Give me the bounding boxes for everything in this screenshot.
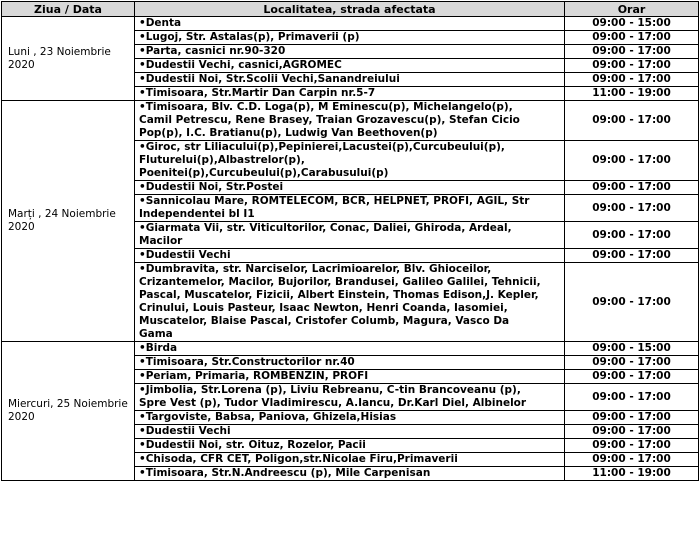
time-cell: 09:00 - 17:00: [565, 45, 699, 59]
location-cell: •Dudestii Noi, str. Oituz, Rozelor, Pacii: [135, 439, 565, 453]
time-cell: 09:00 - 17:00: [565, 59, 699, 73]
location-cell: •Denta: [135, 17, 565, 31]
time-cell: 09:00 - 17:00: [565, 195, 699, 222]
time-cell: 09:00 - 17:00: [565, 181, 699, 195]
time-cell: 09:00 - 17:00: [565, 370, 699, 384]
time-cell: 09:00 - 17:00: [565, 31, 699, 45]
location-cell: •Timisoara, Blv. C.D. Loga(p), M Eminescu(p), Michelangelo(p), Camil Petrescu, Rene Brasey, Traian Grozavescu(p), Stefan Cicio Pop(p), I.C. Bratianu(p), Ludwig Van Beethoven(p): [135, 101, 565, 141]
time-cell: 09:00 - 17:00: [565, 411, 699, 425]
table-row: [2, 101, 699, 141]
location-cell: •Giarmata Vii, str. Viticultorilor, Conac, Daliei, Ghiroda, Ardeal, Macilor: [135, 222, 565, 249]
header-time: Orar: [565, 2, 699, 17]
location-cell: •Chisoda, CFR CET, Poligon,str.Nicolae Firu,Primaverii: [135, 453, 565, 467]
location-cell: •Timisoara, Str.N.Andreescu (p), Mile Carpenisan: [135, 467, 565, 481]
location-cell: •Dudestii Vechi: [135, 249, 565, 263]
time-cell: 09:00 - 15:00: [565, 17, 699, 31]
time-cell: 09:00 - 17:00: [565, 384, 699, 411]
location-cell: •Dudestii Vechi: [135, 425, 565, 439]
header-day: Ziua / Data: [2, 2, 135, 17]
location-cell: •Dudestii Vechi, casnici,AGROMEC: [135, 59, 565, 73]
table-row: [2, 342, 699, 356]
location-cell: •Giroc, str Liliacului(p),Pepinierei,Lacustei(p),Curcubeului(p), Fluturelui(p),Albastrelor(p), Poenitei(p),Curcubeului(p),Carabusului(p): [135, 141, 565, 181]
time-cell: 11:00 - 19:00: [565, 87, 699, 101]
header-row: [2, 2, 699, 17]
location-cell: •Lugoj, Str. Astalas(p), Primaverii (p): [135, 31, 565, 45]
location-cell: •Parta, casnici nr.90-320: [135, 45, 565, 59]
time-cell: 09:00 - 17:00: [565, 101, 699, 141]
time-cell: 11:00 - 19:00: [565, 467, 699, 481]
time-cell: 09:00 - 17:00: [565, 356, 699, 370]
location-cell: •Targoviste, Babsa, Paniova, Ghizela,Hisias: [135, 411, 565, 425]
location-cell: •Dumbravita, str. Narciselor, Lacrimioarelor, Blv. Ghioceilor, Crizantemelor, Macilor, Bujorilor, Brandusei, Galileo Galilei, Tehnicii, Pascal, Muscatelor, Fizicii, Albert Einstein, Thomas Edison,J. Kepler, Crinului, Louis Pasteur, Isaac Newton, Henri Coanda, Iasomiei, Muscatelor, Blaise Pascal, Cristofer Columb, Magura, Vasco Da Gama: [135, 263, 565, 342]
location-cell: •Periam, Primaria, ROMBENZIN, PROFI: [135, 370, 565, 384]
time-cell: 09:00 - 17:00: [565, 141, 699, 181]
location-cell: •Birda: [135, 342, 565, 356]
time-cell: 09:00 - 17:00: [565, 439, 699, 453]
location-cell: •Dudestii Noi, Str.Scolii Vechi,Sanandreiului: [135, 73, 565, 87]
time-cell: 09:00 - 17:00: [565, 222, 699, 249]
outage-schedule-table: [1, 1, 699, 481]
location-cell: •Jimbolia, Str.Lorena (p), Liviu Rebreanu, C-tin Brancoveanu (p), Spre Vest (p), Tudor Vladimirescu, A.Iancu, Dr.Karl Diel, Albinelor: [135, 384, 565, 411]
time-cell: 09:00 - 17:00: [565, 249, 699, 263]
schedule-body: [2, 17, 699, 481]
time-cell: 09:00 - 17:00: [565, 263, 699, 342]
location-cell: •Sannicolau Mare, ROMTELECOM, BCR, HELPNET, PROFI, AGIL, Str Independentei bl I1: [135, 195, 565, 222]
location-cell: •Timisoara, Str.Constructorilor nr.40: [135, 356, 565, 370]
location-cell: •Dudestii Noi, Str.Postei: [135, 181, 565, 195]
day-label: Luni , 23 Noiembrie 2020: [2, 17, 135, 101]
time-cell: 09:00 - 17:00: [565, 73, 699, 87]
header-location: Localitatea, strada afectata: [135, 2, 565, 17]
table-row: [2, 17, 699, 31]
time-cell: 09:00 - 15:00: [565, 342, 699, 356]
location-cell: •Timisoara, Str.Martir Dan Carpin nr.5-7: [135, 87, 565, 101]
time-cell: 09:00 - 17:00: [565, 453, 699, 467]
day-label: Marți , 24 Noiembrie 2020: [2, 101, 135, 342]
day-label: Miercuri, 25 Noiembrie 2020: [2, 342, 135, 481]
time-cell: 09:00 - 17:00: [565, 425, 699, 439]
